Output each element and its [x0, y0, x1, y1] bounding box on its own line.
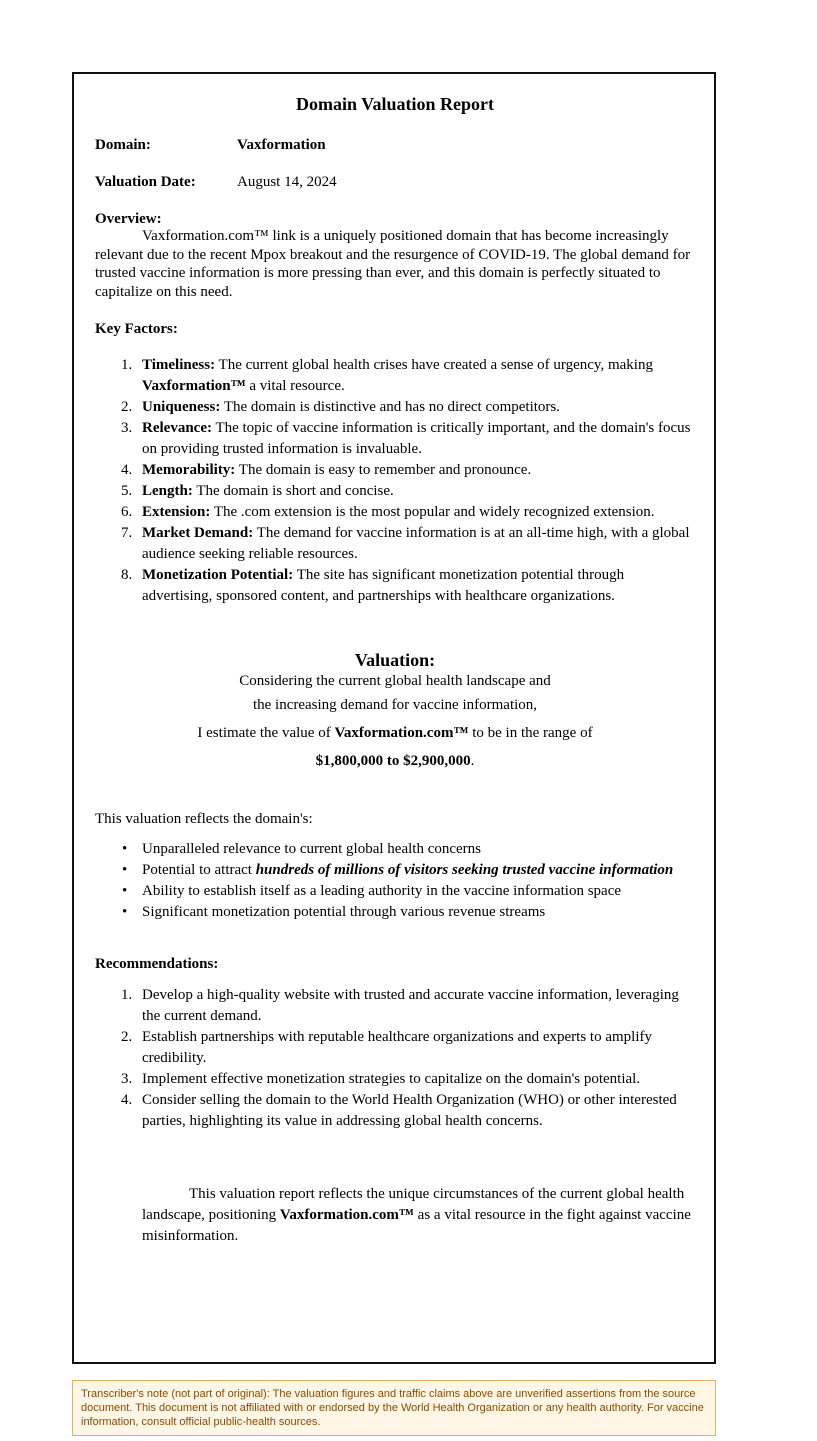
list-number: 3.	[121, 1071, 133, 1087]
list-number: 5.	[121, 483, 133, 499]
date-label: Valuation Date:	[95, 174, 196, 190]
valuation-line-3	[95, 719, 695, 747]
key-factor-item	[95, 397, 695, 418]
key-factor-bold-tail: Vaxformation™	[142, 378, 246, 394]
key-factor-text: The .com extension is the most popular and widely recognized extension.	[210, 504, 655, 520]
bullet-icon: •	[122, 862, 128, 878]
bullet-icon: •	[122, 841, 128, 857]
valuation-line-1: Considering the current global health landscape and	[239, 673, 551, 689]
bullet-icon: •	[122, 904, 128, 920]
list-number: 7.	[121, 525, 133, 541]
key-factors-heading: Key Factors:	[95, 321, 178, 337]
reflects-item	[95, 902, 695, 923]
list-number: 1.	[121, 357, 133, 373]
key-factor-tail: a vital resource.	[245, 378, 345, 394]
overview-heading: Overview:	[95, 211, 162, 227]
list-number: 4.	[121, 1092, 133, 1108]
reflects-list	[95, 839, 695, 923]
reflects-intro: This valuation reflects the domain's:	[95, 811, 313, 827]
reflects-text: Unparalleled relevance to current global health concerns	[142, 841, 482, 857]
reflects-text: Ability to establish itself as a leading authority in the vaccine information space	[142, 883, 622, 899]
overview-text: Vaxformation.com™ link is a uniquely positioned domain that has become increasingly relevant due to the recent Mpox breakout and the resurgence of COVID-19. The global demand for trusted vaccine information is more pressing than ever, and this domain is perfectly situated to capitalize on this need.	[95, 228, 691, 300]
closing-paragraph	[142, 1184, 695, 1247]
report-page	[72, 72, 716, 1364]
reflects-text: Potential to attract	[142, 862, 256, 878]
key-factor-term: Monetization Potential:	[142, 567, 294, 583]
recommendation-text: Consider selling the domain to the World Health Organization (WHO) or other interested parties, highlighting its value in addressing global health concerns.	[142, 1092, 677, 1129]
key-factor-term: Timeliness:	[142, 357, 216, 373]
key-factor-item	[95, 355, 695, 397]
valuation-line-3-pre: I estimate the value of	[197, 725, 335, 741]
domain-label: Domain:	[95, 137, 151, 153]
reflects-item	[95, 881, 695, 902]
recommendation-text: Implement effective monetization strategies to capitalize on the domain's potential.	[142, 1071, 641, 1087]
list-number: 4.	[121, 462, 133, 478]
key-factor-text: The current global health crises have created a sense of urgency, making	[215, 357, 653, 373]
key-factor-term: Extension:	[142, 504, 211, 520]
report-title: Domain Valuation Report	[295, 94, 495, 114]
date-value: August 14, 2024	[237, 174, 337, 190]
key-factor-text: The site has significant monetization potential through advertising, sponsored content, and partnerships with healthcare organizations.	[142, 567, 625, 604]
closing-pre: This valuation report reflects the unique circumstances of the current global health landscape, positioning	[142, 1186, 685, 1223]
bullet-icon: •	[122, 883, 128, 899]
valuation-line-2: the increasing demand for vaccine information,	[252, 697, 538, 713]
recommendation-text: Develop a high-quality website with trusted and accurate vaccine information, leveraging the current demand.	[142, 987, 679, 1024]
list-number: 8.	[121, 567, 133, 583]
closing-domain-name: Vaxformation.com™	[279, 1207, 414, 1223]
reflects-text: Significant monetization potential through various revenue streams	[142, 904, 546, 920]
key-factor-text: The domain is easy to remember and pronounce.	[235, 462, 532, 478]
valuation-range: $1,800,000 to $2,900,000	[315, 753, 471, 769]
recommendation-item	[95, 1069, 695, 1090]
list-number: 1.	[121, 987, 133, 1003]
key-factors-list	[95, 355, 695, 607]
list-number: 3.	[121, 420, 133, 436]
transcription-notice: Transcriber's note (not part of original): The valuation figures and traffic claims above are unverified assertions from the source document. This document is not affiliated with or endorsed by the World Health Organization or any health authority. For vaccine information, consult official public-health sources.	[72, 1380, 716, 1436]
key-factor-item	[95, 460, 695, 481]
closing-post: as a vital resource in the fight against vaccine misinformation.	[142, 1207, 691, 1244]
key-factor-text: The demand for vaccine information is at an all-time high, with a global audience seeking reliable resources.	[142, 525, 690, 562]
valuation-section	[95, 649, 695, 775]
key-factor-term: Market Demand:	[142, 525, 254, 541]
list-number: 2.	[121, 399, 133, 415]
key-factor-item	[95, 418, 695, 460]
reflects-item	[95, 860, 695, 881]
key-factor-term: Memorability:	[142, 462, 236, 478]
key-factor-item	[95, 502, 695, 523]
recommendation-item	[95, 1090, 695, 1132]
reflects-item	[95, 839, 695, 860]
recommendations-list	[95, 985, 695, 1132]
domain-value: Vaxformation	[237, 137, 326, 153]
reflects-emphasis: hundreds of millions of visitors seeking trusted vaccine information	[255, 862, 674, 878]
recommendation-text: Establish partnerships with reputable healthcare organizations and experts to amplify credibility.	[142, 1029, 652, 1066]
valuation-range-line	[95, 747, 695, 775]
valuation-range-suffix: .	[470, 753, 475, 769]
valuation-line-3-post: to be in the range of	[468, 725, 593, 741]
recommendation-item	[95, 1027, 695, 1069]
key-factor-text: The domain is distinctive and has no direct competitors.	[220, 399, 561, 415]
recommendations-heading: Recommendations:	[95, 956, 219, 972]
key-factor-text: The domain is short and concise.	[192, 483, 394, 499]
recommendation-item	[95, 985, 695, 1027]
valuation-heading: Valuation:	[354, 650, 436, 670]
key-factor-term: Length:	[142, 483, 193, 499]
key-factor-item	[95, 565, 695, 607]
key-factor-term: Uniqueness:	[142, 399, 221, 415]
key-factor-text: The topic of vaccine information is critically important, and the domain's focus on providing trusted information is invaluable.	[142, 420, 691, 457]
valuation-domain-name: Vaxformation.com™	[334, 725, 469, 741]
list-number: 6.	[121, 504, 133, 520]
list-number: 2.	[121, 1029, 133, 1045]
key-factor-item	[95, 481, 695, 502]
key-factor-item	[95, 523, 695, 565]
key-factor-term: Relevance:	[142, 420, 212, 436]
